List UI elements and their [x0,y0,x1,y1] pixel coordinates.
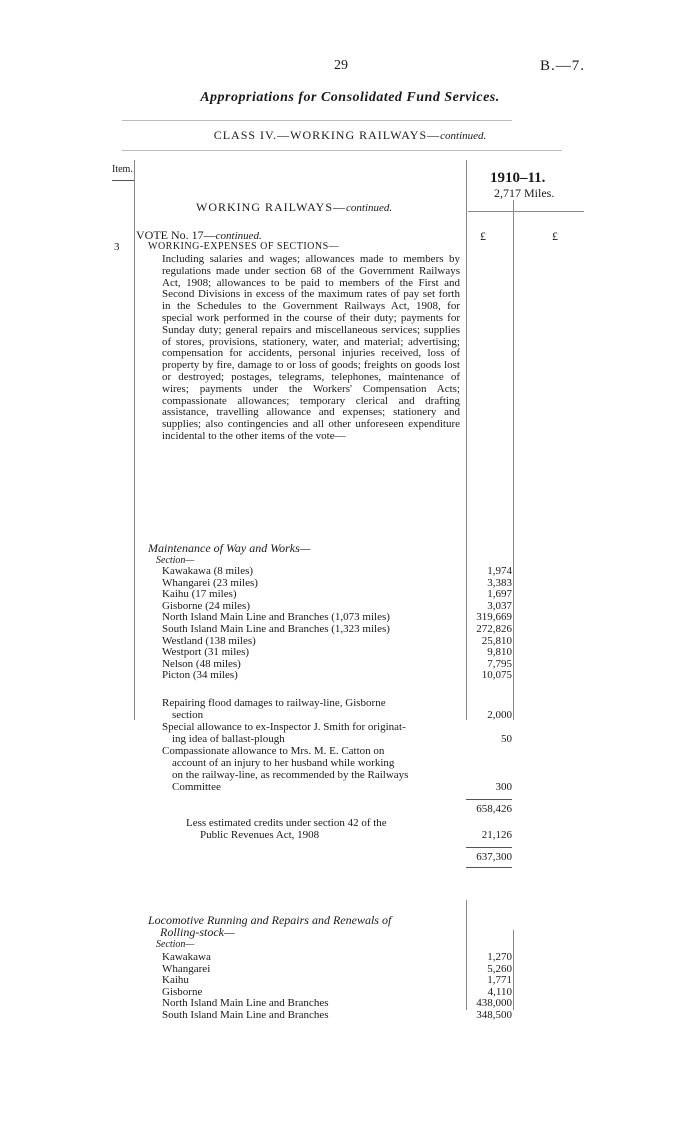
less-line-1: Less estimated credits under section 42 of the [186,817,387,829]
table-row-label: Kawakawa (8 miles) [162,565,254,577]
table-row-label: Kaihu [162,974,189,987]
table-row-label: Kawakawa [162,951,211,963]
less-line-2: Public Revenues Act, 1908 [200,829,320,841]
table-row-label: Kaihu (17 miles) [162,588,237,601]
table-row-amount: 25,810 [481,634,512,647]
subtotal-amount: 658,426 [476,803,512,815]
locomotive-heading-2: Rolling-stock— [160,925,235,939]
sum-rule [466,867,512,868]
comp-amount: 300 [495,781,512,793]
table-row-label: Westland (138 miles) [162,634,256,647]
table-row-label: Nelson (48 miles) [162,657,241,670]
divider [468,211,584,212]
class-title-continued: continued. [440,130,487,142]
table-row-amount: 1,974 [487,565,512,577]
item-number: 3 [114,241,120,253]
divider [112,180,134,181]
section-label: Section— [156,555,195,566]
miles-header: 2,717 Miles. [494,186,555,200]
table-row-amount: 3,037 [487,599,512,612]
table-row-label: Westport (31 miles) [162,646,250,659]
item-column-rule [134,160,135,720]
special-amount: 50 [501,733,512,745]
page-title: Appropriations for Consolidated Fund Services. [200,90,500,105]
comp-line-3: on the railway-line, as recommended by the Railways [172,769,409,781]
table-row-label: Picton (34 miles) [162,669,238,682]
sum-rule [466,847,512,848]
table-row-amount: 7,795 [487,657,512,670]
divider [122,120,512,121]
total-amount: 637,300 [476,851,512,863]
section-title [196,200,392,215]
table-row-amount: 3,383 [487,576,512,589]
table-row-amount: 1,697 [487,588,512,601]
maintenance-heading: Maintenance of Way and Works— [148,541,311,555]
table-row-label: Whangarei (23 miles) [162,576,258,589]
table-row-label: Whangarei [162,962,211,975]
table-row-label: Gisborne (24 miles) [162,599,250,612]
page-reference: B.—7. [540,58,586,74]
pound-symbol-1: £ [480,229,486,243]
special-line-2: ing idea of ballast-plough [172,733,285,745]
section-label: Section— [156,939,195,950]
repair-line-1: Repairing flood damages to railway-line, Gisborne [162,697,386,709]
item-column-header: Item. [112,164,133,175]
table-row-label: Gisborne [162,985,203,998]
amount-column-rule-right-lower [513,930,514,1010]
locomotive-heading-1: Locomotive Running and Repairs and Renewals of [148,913,392,927]
table-row-amount: 1,771 [487,974,512,987]
pound-symbol-2: £ [552,229,558,243]
comp-line-4: Committee [172,781,221,793]
comp-line-2: account of an injury to her husband while working [172,757,395,769]
section-title-continued: continued. [346,202,393,214]
description-paragraph: Including salaries and wages; allowances made to members by regulations made under section 68 of the Government Railways Act, 1908; allowances to be paid to members of the First and Second Divisions in excess of the maximum rates of pay set forth in the Schedules to the Government Railways Act, 1908, for special work performed in the course of their duty; payments for Sunday duty; general repairs and miscellaneous services; supplies of stores, provisions, stationery, water, and material; advertising; compensation for accidents, personal injuries received, loss of property by fire, damage to or loss of goods; freights on goods lost or destroyed; postages, telegrams, telephones, maintenance of wires; payments under the Workers' Compensation Acts; compassionate allowances; temporary clerical and drafting assistance, travelling allowance and expenses; stationery and supplies; also contingencies and all other unforeseen expenditure incidental to the other items of the vote— [162,253,460,442]
table-row-label: North Island Main Line and Branches (1,073 miles) [162,611,390,624]
section-title-text: WORKING RAILWAYS— [196,200,346,214]
table-row-label: North Island Main Line and Branches [162,997,329,1010]
table-row-amount: 272,826 [476,623,512,635]
repair-line-2: section [172,709,204,721]
table-row-amount: 1,270 [487,951,512,963]
less-amount: 21,126 [481,829,512,841]
amount-column-rule-right [513,200,514,720]
vote-continued: continued. [215,230,262,242]
vote-text: VOTE No. 17— [136,228,216,242]
class-title [0,128,700,143]
table-row-label: South Island Main Line and Branches [162,1009,329,1021]
table-row-amount: 4,110 [487,985,512,998]
table-row-amount: 5,260 [487,962,512,975]
table-row-amount: 10,075 [481,669,512,682]
sum-rule [466,799,512,800]
comp-line-1: Compassionate allowance to Mrs. M. E. Catton on [162,745,385,757]
table-row-label: South Island Main Line and Branches (1,323 miles) [162,623,390,635]
table-row-amount: 348,500 [476,1009,512,1021]
class-title-text: CLASS IV.—WORKING RAILWAYS— [213,128,441,142]
year-header: 1910–11. [490,170,546,186]
table-row-amount: 319,669 [476,611,512,624]
table-row-amount: 9,810 [487,646,512,659]
working-expenses-heading: WORKING-EXPENSES OF SECTIONS— [148,241,340,252]
repair-amount: 2,000 [487,709,512,721]
table-row-amount: 438,000 [476,997,512,1010]
special-line-1: Special allowance to ex-Inspector J. Smith for originat- [162,721,406,733]
page-number: 29 [334,58,348,73]
divider [122,150,562,151]
